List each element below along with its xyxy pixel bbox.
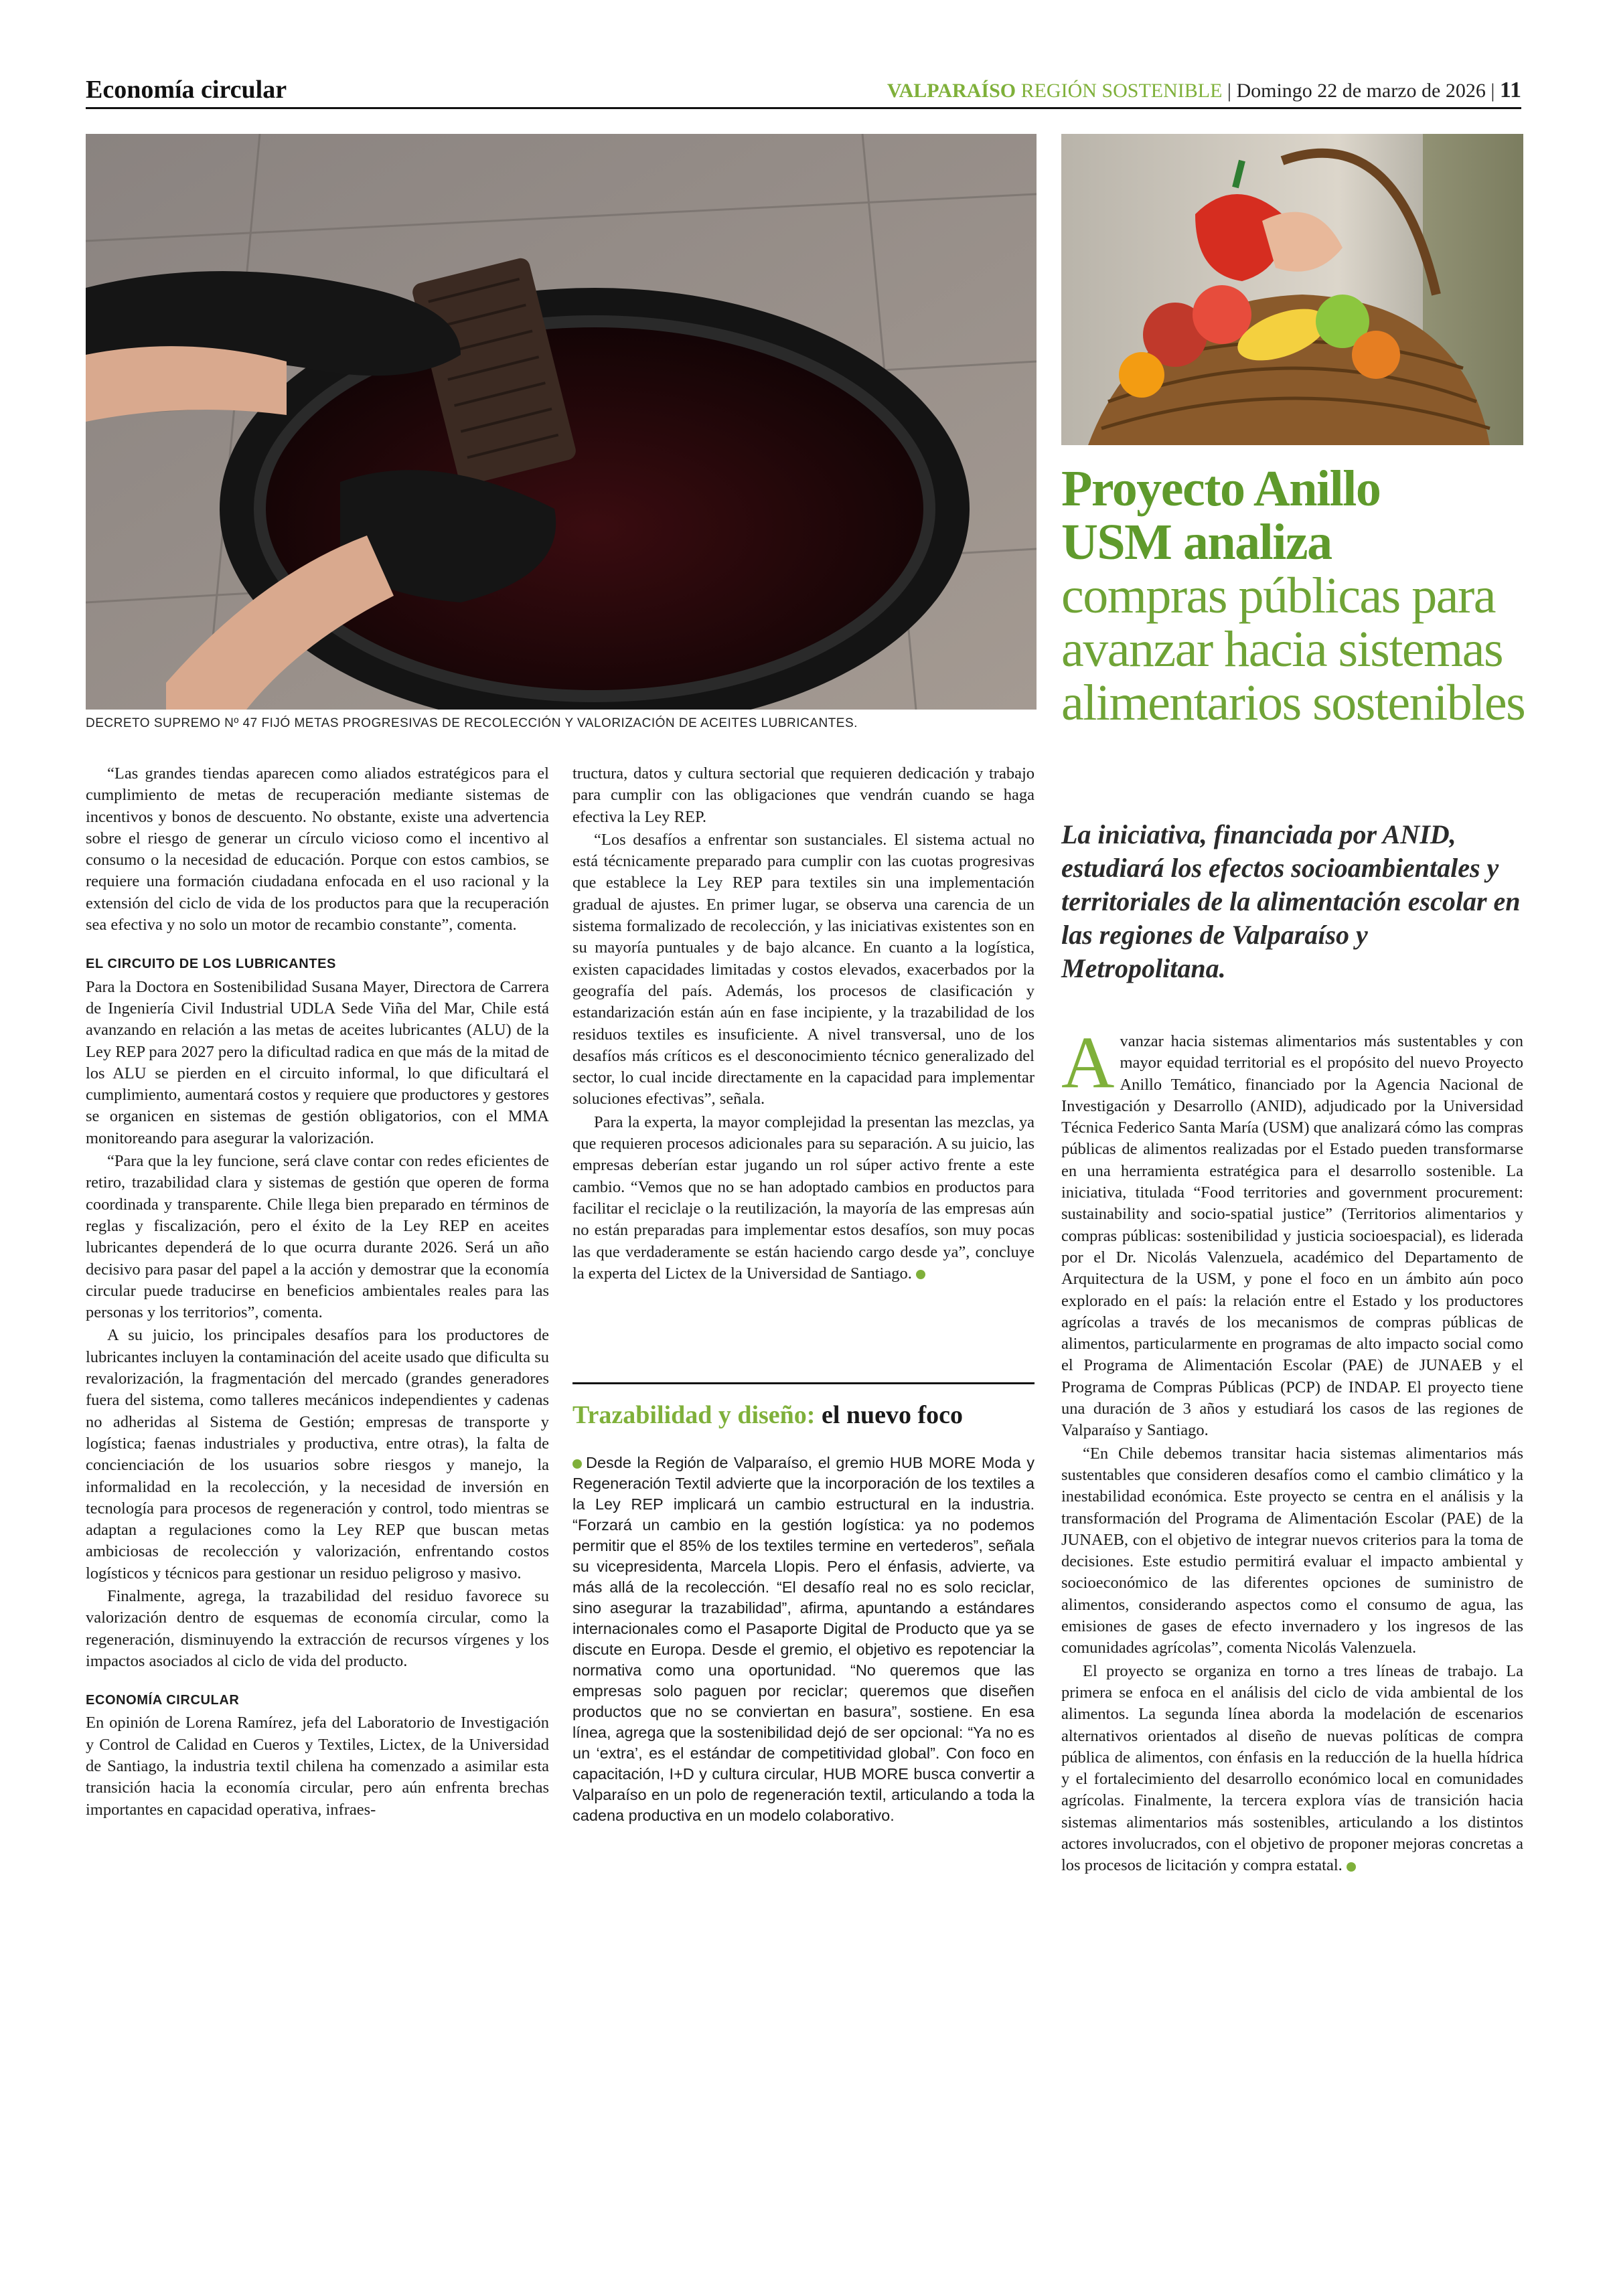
masthead: VALPARAÍSO REGIÓN SOSTENIBLE | Domingo 22 de marzo de 2026 | 11 — [887, 78, 1521, 102]
right-article-body — [1061, 1021, 1523, 1877]
paragraph-text: vanzar hacia sistemas alimentarios más sustentables y con mayor equidad territorial es el propósito del nuevo Proyecto Anillo Temático, financiado por la Agencia Nacional de Investigación y Desarrollo (ANID), adjudicado por la Universidad Técnica Federico Santa María (USM) que analizará cómo las compras públicas de alimentos realizadas por el Estado pueden transformarse en una herramienta estratégica para el desarrollo sostenible. La iniciativa, titulada “Food territories and government procurement: sustainability and socio-spatial justice” (Territorios alimentarios y compras públicas: sostenibilidad y justicia socioespacial), es liderada por el Dr. Nicolás Valenzuela, académico del Departamento de Arquitectura de la USM, y pone el foco en un ámbito aún poco explorado en el país: la relación entre el Estado y los productores agrícolas a través de los mecanismos de compras públicas de alimentos, particularmente en programas de alto impacto social como el Programa de Alimentación Escolar (PAE) de JUNAEB y el Programa de Compras Públicas (PCP) de INDAP. El proyecto tiene una duración de 3 años y estudiará los casos de las regiones de Valparaíso y Santiago. — [1061, 1032, 1523, 1440]
masthead-brand-sub: REGIÓN SOSTENIBLE — [1020, 80, 1223, 102]
headline-line-1: Proyecto Anillo — [1061, 461, 1381, 517]
paragraph: “Los desafíos a enfrentar son sustanciales. El sistema actual no está técnicamente preparado para cumplir con las cuotas progresivas que establece la Ley REP para textiles sin una implementación gradual de ajustes. En primer lugar, se observa una carencia de un sistema formalizado de recolección, y las iniciativas existentes son en su mayoría puntuales y de bajo alcance. En cuanto a la logística, existen capacidades limitadas y costos elevados, exacerbados por la geografía del país. Además, los procesos de clasificación y estandarización están aún en fase incipiente, y la trazabilidad de los residuos textiles es insuficiente. A nivel transversal, uno de los desafíos más críticos es el desconocimiento técnico generalizado del sector, lo cual incide directamente en la capacidad para implementar soluciones efectivas”, señala. — [572, 830, 1035, 1109]
paragraph: “Las grandes tiendas aparecen como aliados estratégicos para el cumplimiento de metas de recuperación mediante sistemas de incentivos y bonos de descuento. No obstante, existe una advertencia sobre el riesgo de generar un círculo vicioso como el incentivo al consumo o la necesidad de educación. Porque con estos cambios, se requiere una formación ciudadana enfocada en el uso racional y la extensión del ciclo de vida de los productos para que la recuperación sea efectiva y no solo un motor de recambio constante”, comenta. — [86, 764, 549, 934]
box-title-accent: Trazabilidad y diseño: — [572, 1401, 816, 1429]
paragraph — [1061, 1021, 1523, 1442]
article-column-1 — [86, 763, 549, 1821]
article-column-2 — [572, 763, 1035, 1285]
masthead-brand: VALPARAÍSO — [887, 80, 1016, 102]
paragraph — [572, 1112, 1035, 1285]
vegetable-basket-photo-icon — [1061, 134, 1523, 445]
box-text: Desde la Región de Valparaíso, el gremio HUB MORE Moda y Regeneración Textil advierte que la incorporación de los textiles a la Ley REP implicará un cambio estructural en la industria. “Forzará un cambio en la gestión logística: ya no podemos permitir que el 85% de los textiles termine en vertederos”, señala su vicepresidenta, Marcela Llopis. Pero el énfasis, advierte, va más allá de la recolección. “El desafío real no es solo reciclar, sino asegurar la trazabilidad”, afirma, apuntando a estándares internacionales como el Pasaporte Digital de Producto que ya se discute en Europa. Desde el gremio, el objetivo es repotenciar la normativa como una oportunidad. “No queremos que las empresas solo paguen por reciclar; queremos que diseñen productos que no se conviertan en basura”, sostiene. En esa línea, agrega que la sostenibilidad dejó de ser opcional: “Ya no es un ‘extra’, es el estándar de competitividad global”. Con foco en capacitación, I+D y cultura circular, HUB MORE busca convertir a Valparaíso en un polo de regeneración textil, articulando a toda la cadena productiva en un modelo colaborativo. — [572, 1454, 1035, 1824]
box-title-rest: el nuevo foco — [815, 1401, 964, 1429]
headline-rest: compras públicas para avanzar hacia sistemas alimentarios sostenibles — [1061, 568, 1525, 731]
paragraph-text: El proyecto se organiza en torno a tres líneas de trabajo. La primera se enfoca en el análisis del ciclo de vida ambiental de los alimentos. La segunda línea aborda la modelación de escenarios alternativos orientados al diseño de nuevas políticas de compra pública de alimentos, con énfasis en la reducción de la huella hídrica y el fortalecimiento del desarrollo económico local en comunidades agrícolas. Finalmente, la tercera explora vías de transición hacia sistemas alimentarios más sostenibles, articulando a los distintos actores involucrados, con el objetivo de proponer mejoras concretas a los procesos de licitación y compra estatal. — [1061, 1661, 1523, 1875]
subheading: ECONOMÍA CIRCULAR — [86, 1693, 240, 1708]
paragraph-text: Para la experta, la mayor complejidad la presentan las mezclas, ya que requieren procesos adicionales para su separación. A su juicio, las empresas deberían estar jugando un rol súper activo frente a este cambio. “Vemos que no se han adoptado cambios en productos para facilitar el reciclaje o la reutilización, la mayoría de las empresas aún no están preparadas para implementar estos desafíos, son muy pocas las que verdaderamente se están haciendo cargo desde ya”, concluye la experta del Lictex de la Universidad de Santiago. — [572, 1113, 1035, 1283]
oil-filter-photo-icon — [86, 134, 1037, 710]
deck: La iniciativa, financiada por ANID, estudiará los efectos socioambientales y territoriales de la alimentación escolar en las regiones de Valparaíso y Metropolitana. — [1061, 819, 1521, 983]
end-mark-icon — [916, 1270, 925, 1279]
paragraph: “En Chile debemos transitar hacia sistemas alimentarios más sustentables que consideren desafíos como el cambio climático y la inestabilidad económica. Este proyecto se centra en el análisis y la transformación del Programa de Alimentación Escolar (PAE) de la JUNAEB, con el objetivo de integrar nuevos criterios para la toma de decisiones. Este estudio permitirá evaluar el impacto ambiental y socioeconómico de las diferentes opciones de suministro de alimentos, considerando aspectos como el consumo de agua, las emisiones de gases de efecto invernadero y los ingresos de las comunidades agrícolas”, comenta Nicolás Valenzuela. — [1061, 1444, 1523, 1657]
headline-line-2: USM analiza — [1061, 514, 1332, 570]
page-number: 11 — [1499, 78, 1521, 102]
subheading: EL CIRCUITO DE LOS LUBRICANTES — [86, 957, 336, 972]
box-body — [572, 1453, 1035, 1826]
paragraph: A su juicio, los principales desafíos para los productores de lubricantes incluyen la contaminación del aceite usado que dificulta su revalorización, la fragmentación del mercado (grandes generadores fuera del sistema, como talleres mecánicos independientes y cadenas no adheridas al Sistema de Gestión; empresas de transporte y logística; faenas industriales y productiva, entre otras), la falta de concienciación de los usuarios sobre riesgos y manejo, la informalidad en la recolección, y la necesidad de inversión en tecnología para procesos de regeneración y control, todo mientras se adaptan a regulaciones como la Ley REP que buscan metas ambiciosas de recolección y valorización, enfrentando costos logísticos y técnicos para gestionar un residuo peligroso y masivo. — [86, 1326, 549, 1582]
masthead-date: Domingo 22 de marzo de 2026 — [1236, 80, 1486, 102]
section-title: Economía circular — [86, 76, 287, 104]
paragraph: En opinión de Lorena Ramírez, jefa del Laboratorio de Investigación y Control de Calidad en Cueros y Textiles, Lictex, de la Universidad de Santiago, la industria textil chilena ha comenzado a asimilar esta transición hacia la economía circular, pero aún enfrenta brechas importantes en capacidad operativa, infraes- — [86, 1714, 549, 1819]
side-photo — [1061, 134, 1523, 445]
headline — [1061, 462, 1530, 730]
main-photo — [86, 134, 1037, 710]
paragraph: Finalmente, agrega, la trazabilidad del residuo favorece su valorización dentro de esquemas de economía circular, como la regeneración, disminuyendo la extracción de recursos vírgenes y los impactos asociados al ciclo de vida del producto. — [86, 1586, 549, 1670]
end-mark-icon — [1347, 1862, 1356, 1872]
bullet-icon — [572, 1459, 582, 1469]
paragraph: tructura, datos y cultura sectorial que requieren dedicación y trabajo para cumplir con las obligaciones que vendrán cuando se haga efectiva la Ley REP. — [572, 764, 1035, 826]
paragraph: Para la Doctora en Sostenibilidad Susana Mayer, Directora de Carrera de Ingeniería Civil Industrial UDLA Sede Viña del Mar, Chile está avanzando en relación a las metas de aceites lubricantes (ALU) de la Ley REP para 2027 pero la dificultad radica en que más de la mitad de los ALU se pierden en el circuito informal, lo que dificultará el cumplimiento, aumentará costos y requiere que productores y gestores se organicen en sistemas de gestión obligatorios, con el MMA monitoreando para asegurar la valorización. — [86, 977, 549, 1147]
photo-caption: DECRETO SUPREMO Nº 47 FIJÓ METAS PROGRESIVAS DE RECOLECCIÓN Y VALORIZACIÓN DE ACEITES LUBRICANTES. — [86, 716, 858, 730]
box-rule — [572, 1382, 1035, 1384]
header-rule — [86, 107, 1521, 109]
paragraph — [1061, 1661, 1523, 1877]
dropcap: A — [1061, 1021, 1115, 1103]
paragraph: “Para que la ley funcione, será clave contar con redes eficientes de retiro, trazabilidad clara y sistemas de gestión que operen de forma coordinada y transparente. Chile llega bien preparado en términos de reglas y fiscalización, pero el éxito de la Ley REP en aceites lubricantes dependerá de lo que ocurra durante 2026. Será un año decisivo para pasar del papel a la acción y demostrar que la economía circular puede traducirse en beneficios ambientales reales para las personas y los territorios”, comenta. — [86, 1152, 549, 1322]
box-title — [572, 1400, 963, 1430]
